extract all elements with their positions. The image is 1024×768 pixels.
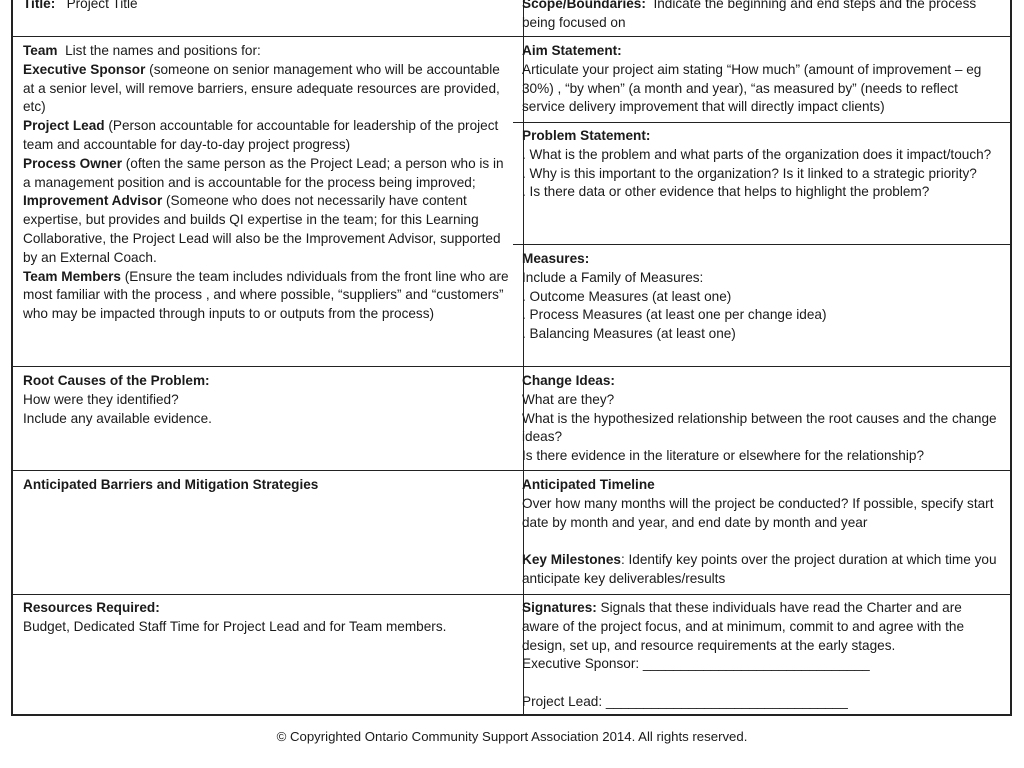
timeline-label: Anticipated Timeline	[522, 477, 655, 492]
change-ideas-cell	[522, 372, 1002, 466]
milestones-text: : Identify key points over the project duration at which time you anticipate key deliverables/results	[522, 552, 997, 586]
problem-item: . Is there data or other evidence that helps to highlight the problem?	[522, 184, 930, 200]
problem-item: . Why is this important to the organization? Is it linked to a strategic priority?	[522, 165, 977, 181]
change-ideas-label: Change Ideas:	[522, 373, 615, 388]
problem-item: . What is the problem and what parts of the organization does it impact/touch?	[522, 146, 992, 162]
resources-label: Resources Required:	[23, 600, 160, 615]
barriers-label: Anticipated Barriers and Mitigation Strategies	[23, 477, 319, 492]
project-lead-signature-line: Project Lead: ________________________________	[522, 693, 848, 709]
measures-intro: Include a Family of Measures:	[522, 269, 704, 285]
change-ideas-line: What is the hypothesized relationship between the root causes and the change ideas?	[522, 410, 997, 445]
scope-cell	[522, 0, 1002, 33]
executive-sponsor-signature-line: Executive Sponsor: ______________________________	[522, 656, 870, 672]
signatures-cell	[522, 599, 1002, 712]
title-label: Title:	[23, 0, 56, 11]
title-cell	[23, 0, 511, 14]
aim-label: Aim Statement:	[522, 43, 622, 58]
copyright-footer: © Copyrighted Ontario Community Support Association 2014. All rights reserved.	[276, 729, 748, 744]
root-causes-label: Root Causes of the Problem:	[23, 373, 210, 388]
charter-table	[11, 0, 1012, 716]
root-causes-line: Include any available evidence.	[23, 410, 212, 426]
row-divider	[13, 470, 1010, 471]
measures-item: . Balancing Measures (at least one)	[522, 326, 736, 342]
resources-cell	[23, 599, 511, 637]
signatures-text: Signals that these individuals have read the Charter and are aware of the project focus, and at minimum, commit to and agree with the design, set up, and resource requirements at the early stages.	[522, 600, 965, 653]
aim-cell	[522, 42, 1002, 117]
timeline-cell	[522, 476, 1002, 589]
measures-item: . Process Measures (at least one per change idea)	[522, 307, 827, 323]
title-value: Project Title	[66, 0, 138, 11]
root-causes-line: How were they identified?	[23, 391, 179, 407]
aim-text: Articulate your project aim stating “How much” (amount of improvement – eg 30%) , “by when” (a month and year), “as measured by” (needs to reflect service delivery improvement that will directly impact clients)	[522, 61, 982, 115]
measures-cell	[522, 250, 1002, 344]
role-desc: (Person accountable for accountable for leadership of the project team and accountable for day-to-day project progress)	[23, 118, 499, 152]
team-cell	[23, 42, 511, 324]
role-name: Executive Sponsor	[23, 61, 146, 77]
measures-item: . Outcome Measures (at least one)	[522, 288, 732, 304]
row-divider	[513, 122, 1010, 123]
team-label: Team	[23, 43, 58, 58]
measures-label: Measures:	[522, 251, 590, 266]
scope-label: Scope/Boundaries:	[522, 0, 646, 11]
signatures-label: Signatures:	[522, 600, 597, 615]
root-causes-cell	[23, 372, 511, 428]
change-ideas-line: What are they?	[522, 391, 615, 407]
problem-cell	[522, 127, 1002, 202]
row-divider	[13, 594, 1010, 595]
resources-text: Budget, Dedicated Staff Time for Project Lead and for Team members.	[23, 618, 447, 634]
role-desc: (often the same person as the Project Lead; a person who is in a management position and is accountable for the process being improved;	[23, 155, 504, 190]
barriers-cell	[23, 476, 511, 495]
change-ideas-line: Is there evidence in the literature or elsewhere for the relationship?	[522, 448, 924, 464]
role-name: Project Lead	[23, 118, 105, 134]
role-name: Team Members	[23, 268, 121, 284]
row-divider	[13, 366, 1010, 367]
scope-value: Indicate the beginning and end steps and the process being focused on	[522, 0, 977, 30]
role-name: Improvement Advisor	[23, 193, 163, 209]
role-desc: (Someone who does not necessarily have content expertise, but provides and builds QI expertise in the team; for this Learning Collaborative, the Project Lead will also be the Improvement Advisor, supported by an External Coach.	[23, 193, 501, 265]
milestones-label: Key Milestones	[522, 552, 621, 568]
team-intro: List the names and positions for:	[65, 43, 261, 58]
row-divider	[513, 244, 1010, 245]
row-divider	[13, 36, 1010, 37]
timeline-text: Over how many months will the project be conducted? If possible, specify start date by month and year, and end date by month and year	[522, 495, 994, 530]
role-name: Process Owner	[23, 155, 122, 171]
role-desc: (someone on senior management who will be accountable at a senior level, will remove barriers, ensure adequate resources are provided, etc)	[23, 61, 500, 115]
role-desc: (Ensure the team includes ndividuals from the front line who are most familiar with the process , and where possible, “suppliers” and “customers” who may be impacted through inputs to or outputs from the process)	[23, 268, 509, 322]
problem-label: Problem Statement:	[522, 128, 651, 143]
